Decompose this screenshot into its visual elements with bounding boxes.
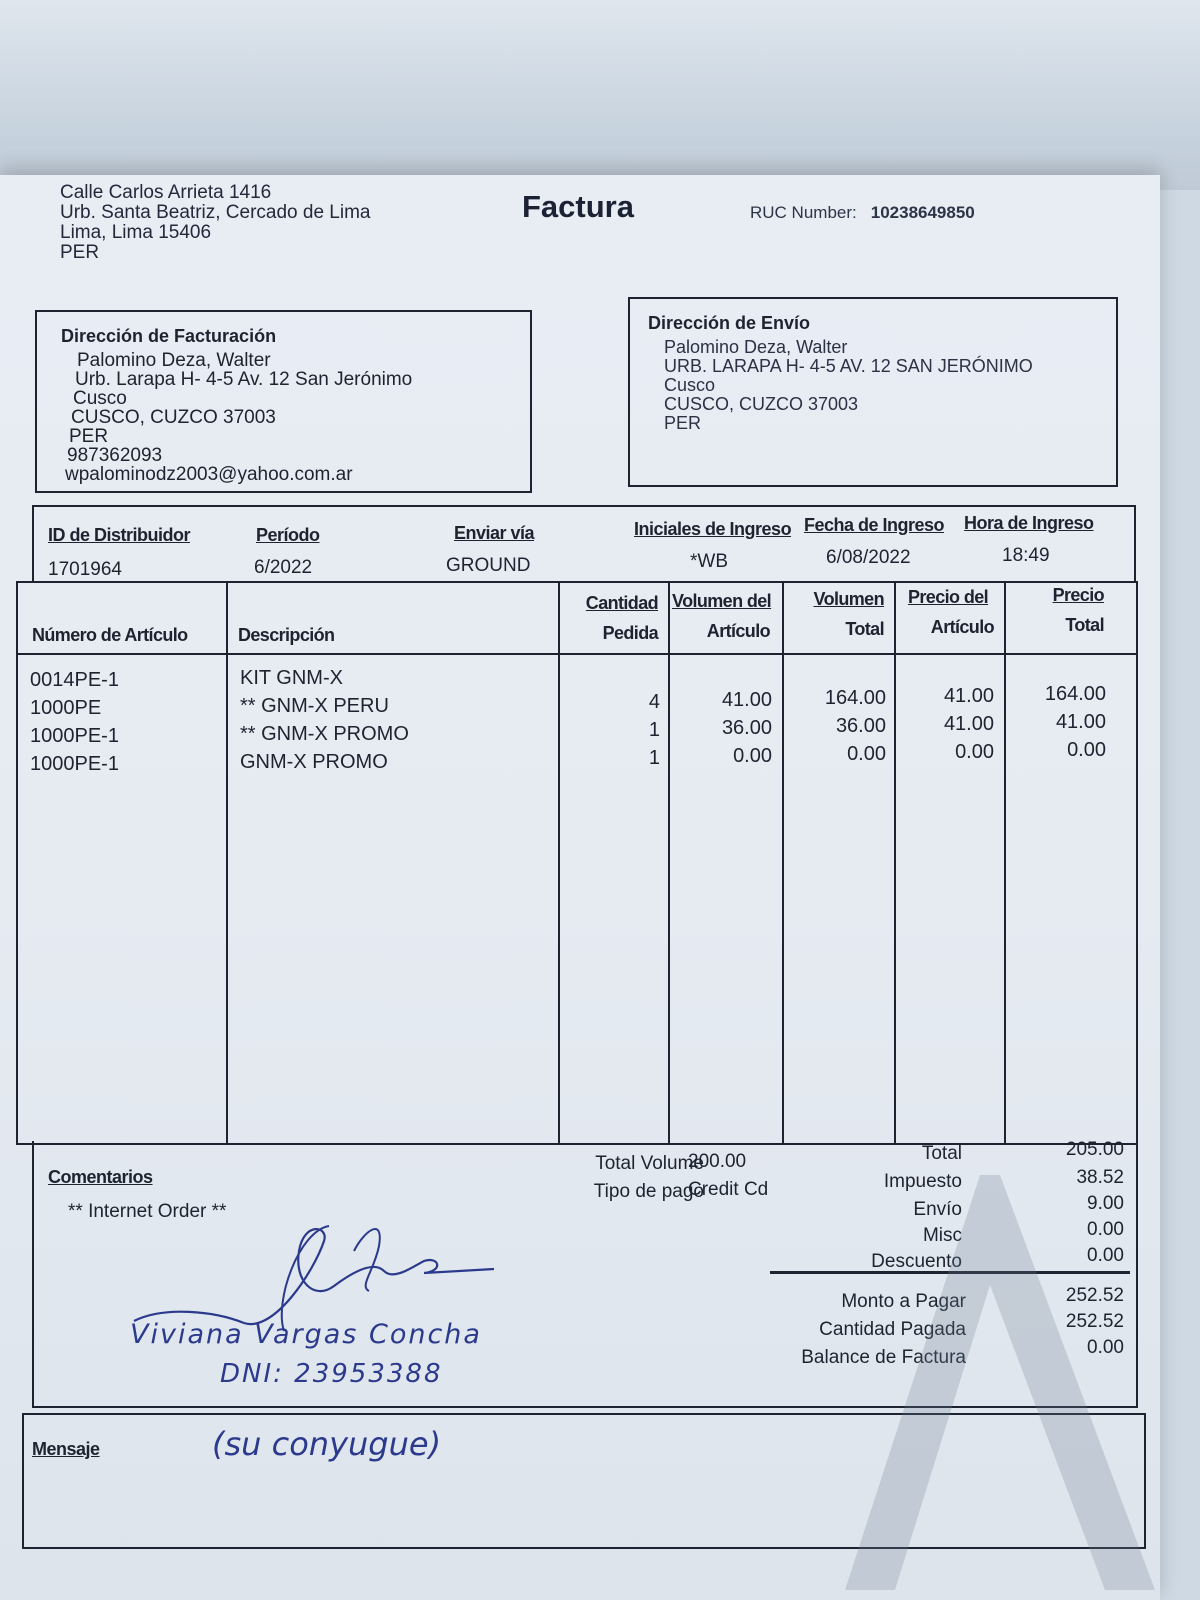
total-volume-value: 200.00 [688, 1151, 747, 1172]
shipping-line: URB. LARAPA H- 4-5 AV. 12 SAN JERÓNIMO [664, 356, 1033, 376]
tax-value: 38.52 [1076, 1167, 1124, 1188]
shipping-title: Dirección de Envío [648, 313, 811, 333]
amount-paid-label: Cantidad Pagada [819, 1319, 966, 1340]
total-label: Total [921, 1143, 962, 1164]
initials-value: *WB [690, 551, 728, 572]
row-item-price: 41.00 [943, 685, 994, 707]
billing-address-box [35, 310, 532, 493]
header-total-price-2: Total [1065, 615, 1104, 635]
billing-line: Cusco [73, 388, 127, 409]
row-item-price: 0.00 [955, 741, 994, 763]
billing-line: CUSCO, CUZCO 37003 [71, 407, 276, 428]
row-description: ** GNM-X PERU [240, 695, 389, 717]
header-description: Descripción [238, 625, 335, 645]
shipping-line: Cusco [664, 375, 716, 395]
header-qty-1: Cantidad [585, 593, 658, 613]
period-value: 6/2022 [254, 557, 313, 578]
column-divider [894, 583, 896, 1143]
document-title: Factura [522, 189, 634, 224]
sender-line: Lima, Lima 15406 [60, 222, 212, 243]
ruc-value: 10238649850 [870, 203, 975, 222]
ship-via-value: GROUND [446, 555, 531, 576]
amount-due-label: Monto a Pagar [841, 1291, 966, 1312]
handwritten-note: (su conyugue) [212, 1425, 442, 1463]
header-total-volume-2: Total [845, 619, 884, 639]
sender-line: PER [60, 242, 100, 263]
comments-label: Comentarios [48, 1167, 153, 1187]
initials-label: Iniciales de Ingreso [634, 519, 792, 539]
billing-phone: 987362093 [67, 445, 163, 466]
shipping-line: PER [664, 413, 702, 433]
row-description: GNM-X PROMO [240, 751, 388, 773]
row-item-number: 1000PE [30, 697, 102, 719]
shipping-address-box [628, 297, 1118, 487]
ruc-number [750, 203, 975, 223]
billing-email: wpalominodz2003@yahoo.com.ar [65, 464, 353, 485]
signer-name: Viviana Vargas Concha [130, 1319, 482, 1350]
row-item-number: 0014PE-1 [30, 669, 119, 691]
header-item-number: Número de Artículo [32, 625, 188, 645]
row-item-number: 1000PE-1 [30, 753, 119, 775]
shipping-cost-value: 9.00 [1087, 1193, 1124, 1214]
discount-label: Descuento [871, 1251, 962, 1272]
items-table [16, 581, 1138, 1145]
shipping-cost-label: Envío [913, 1199, 962, 1220]
header-total-price-1: Precio [1052, 585, 1104, 605]
header-item-volume-2: Artículo [706, 621, 770, 641]
invoice-balance-label: Balance de Factura [801, 1347, 966, 1368]
header-item-price-1: Precio del [908, 587, 989, 607]
row-total-price: 0.00 [1067, 739, 1106, 761]
sender-line: Urb. Santa Beatriz, Cercado de Lima [60, 202, 371, 223]
billing-line: PER [69, 426, 109, 447]
comments-text: ** Internet Order ** [68, 1201, 227, 1222]
amount-paid-value: 252.52 [1065, 1311, 1124, 1332]
row-item-number: 1000PE-1 [30, 725, 119, 747]
distributor-id-value: 1701964 [48, 559, 122, 580]
shipping-line: Palomino Deza, Walter [664, 337, 848, 357]
row-total-volume: 0.00 [847, 743, 886, 765]
total-volume-label: Total Volume [595, 1153, 704, 1174]
column-divider [668, 583, 670, 1143]
row-total-price: 164.00 [1044, 683, 1106, 705]
row-item-volume: 0.00 [733, 745, 772, 767]
row-quantity: 4 [648, 691, 660, 713]
payment-type-value: Credit Cd [688, 1179, 769, 1200]
payment-type-label: Tipo de pago [593, 1181, 704, 1202]
row-total-volume: 36.00 [835, 715, 886, 737]
period-label: Período [256, 525, 320, 545]
tax-label: Impuesto [883, 1171, 962, 1192]
ship-via-label: Enviar vía [454, 523, 535, 543]
row-item-volume: 36.00 [721, 717, 772, 739]
sender-address [60, 183, 371, 263]
row-quantity: 1 [648, 719, 660, 741]
entry-time-value: 18:49 [1002, 545, 1050, 566]
row-quantity: 1 [648, 747, 660, 769]
sender-line: Calle Carlos Arrieta 1416 [60, 182, 272, 203]
header-item-volume-1: Volumen del [672, 591, 772, 611]
row-total-price: 41.00 [1055, 711, 1106, 733]
header-qty-2: Pedida [602, 623, 658, 643]
row-total-volume: 164.00 [824, 687, 886, 709]
header-total-volume-1: Volumen [813, 589, 884, 609]
amount-due-value: 252.52 [1065, 1285, 1124, 1306]
row-description: ** GNM-X PROMO [240, 723, 409, 745]
shipping-line: CUSCO, CUZCO 37003 [664, 394, 859, 414]
billing-line: Palomino Deza, Walter [77, 350, 271, 371]
watermark-logo [840, 1165, 1160, 1595]
column-divider [558, 583, 560, 1143]
billing-line: Urb. Larapa H- 4-5 Av. 12 San Jerónimo [75, 369, 413, 390]
column-divider [1004, 583, 1006, 1143]
signer-dni: DNI: 23953388 [220, 1359, 443, 1389]
column-divider [226, 583, 228, 1143]
misc-value: 0.00 [1087, 1219, 1124, 1240]
top-background [0, 0, 1200, 190]
distributor-id-label: ID de Distribuidor [48, 525, 191, 545]
row-item-price: 41.00 [943, 713, 994, 735]
header-item-price-2: Artículo [930, 617, 994, 637]
entry-time-label: Hora de Ingreso [964, 513, 1094, 533]
total-value: 205.00 [1065, 1139, 1124, 1160]
invoice-balance-value: 0.00 [1087, 1337, 1124, 1358]
order-info-row [32, 505, 1136, 583]
entry-date-value: 6/08/2022 [826, 547, 911, 568]
discount-value: 0.00 [1087, 1245, 1124, 1266]
row-description: KIT GNM-X [240, 667, 343, 689]
entry-date-label: Fecha de Ingreso [804, 515, 945, 535]
row-item-volume: 41.00 [721, 689, 772, 711]
column-divider [782, 583, 784, 1143]
header-divider [18, 653, 1136, 655]
billing-title: Dirección de Facturación [61, 326, 277, 346]
ruc-label: RUC Number: [750, 203, 857, 222]
invoice-sheet [0, 175, 1160, 1600]
message-label: Mensaje [32, 1439, 100, 1459]
misc-label: Misc [922, 1225, 962, 1246]
